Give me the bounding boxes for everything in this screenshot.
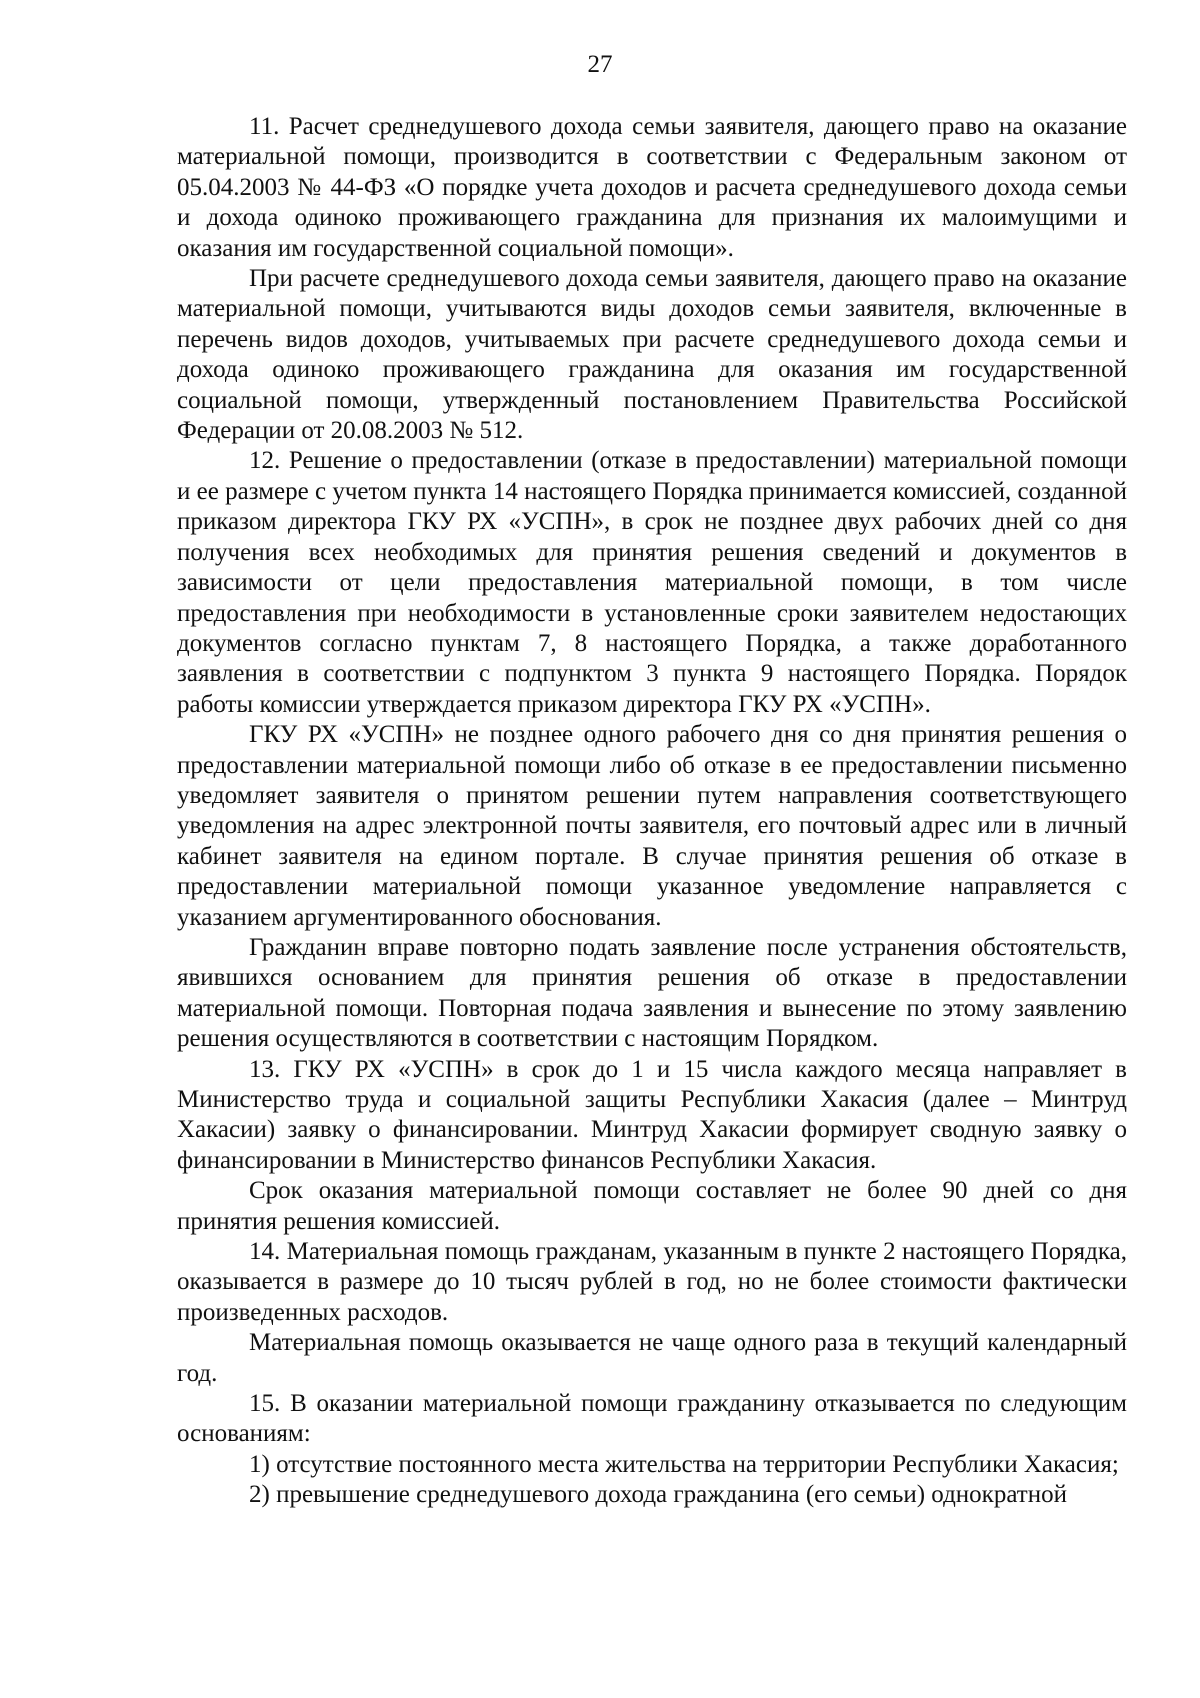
paragraph-14: 14. Материальная помощь гражданам, указанным в пункте 2 настоящего Порядка, оказывается в размере до 10 тысяч рублей в год, но не более стоимости фактически произведенных расходов. [177, 1238, 1127, 1326]
paragraph-14-frequency: Материальная помощь оказывается не чаще одного раза в текущий календарный год. [177, 1329, 1127, 1387]
page-number: 27 [587, 51, 613, 78]
paragraph-15: 15. В оказании материальной помощи гражданину отказывается по следующим основаниям: [177, 1390, 1127, 1448]
list-item-2: 2) превышение среднедушевого дохода гражданина (его семьи) однократной [249, 1481, 1067, 1509]
paragraph-12-reapply: Гражданин вправе повторно подать заявление после устранения обстоятельств, явившихся основанием для принятия решения об отказе в предоставлении материальной помощи. Повторная подача заявления и вынесение по этому заявлению решения осуществляются в соответствии с настоящим Порядком. [177, 933, 1127, 1053]
paragraph-11-income-types: При расчете среднедушевого дохода семьи заявителя, дающего право на оказание материальной помощи, учитываются виды доходов семьи заявителя, включенные в перечень видов доходов, учитываемых при расчете среднедушевого дохода семьи и дохода одиноко проживающего гражданина для оказания им государственной социальной помощи, утвержденный постановлением Правительства Российской Федерации от 20.08.2003 № 512. [177, 265, 1127, 445]
document-body [177, 112, 1127, 1511]
paragraph-11: 11. Расчет среднедушевого дохода семьи заявителя, дающего право на оказание материальной помощи, производится в соответствии с Федеральным законом от 05.04.2003 № 44-ФЗ «О порядке учета доходов и расчета среднедушевого дохода семьи и дохода одиноко проживающего гражданина для признания их малоимущими и оказания им государственной социальной помощи». [177, 113, 1127, 262]
paragraph-13: 13. ГКУ РХ «УСПН» в срок до 1 и 15 числа каждого месяца направляет в Министерство труда и социальной защиты Республики Хакасия (далее – Минтруд Хакасии) заявку о финансировании. Минтруд Хакасии формирует сводную заявку о финансировании в Министерство финансов Республики Хакасия. [177, 1055, 1127, 1174]
paragraph-12: 12. Решение о предоставлении (отказе в предоставлении) материальной помощи и ее размере с учетом пункта 14 настоящего Порядка принимается комиссией, созданной приказом директора ГКУ РХ «УСПН», в срок не позднее двух рабочих дней со дня получения всех необходимых для принятия решения сведений и документов в зависимости от цели предоставления материальной помощи, в том числе предоставления при необходимости в установленные сроки заявителем недостающих документов согласно пунктам 7, 8 настоящего Порядка, а также доработанного заявления в соответствии с подпунктом 3 пункта 9 настоящего Порядка. Порядок работы комиссии утверждается приказом директора ГКУ РХ «УСПН». [177, 447, 1127, 718]
list-item-1: 1) отсутствие постоянного места жительства на территории Республики Хакасия; [249, 1450, 1119, 1478]
paragraph-12-notification: ГКУ РХ «УСПН» не позднее одного рабочего дня со дня принятия решения о предоставлении материальной помощи либо об отказе в ее предоставлении письменно уведомляет заявителя о принятом решении путем направления соответствующего уведомления на адрес электронной почты заявителя, его почтовый адрес или в личный кабинет заявителя на едином портале. В случае принятия решения об отказе в предоставлении материальной помощи указанное уведомление направляется с указанием аргументированного обоснования. [177, 721, 1127, 931]
paragraph-13-term: Срок оказания материальной помощи составляет не более 90 дней со дня принятия решения комиссией. [177, 1177, 1127, 1235]
